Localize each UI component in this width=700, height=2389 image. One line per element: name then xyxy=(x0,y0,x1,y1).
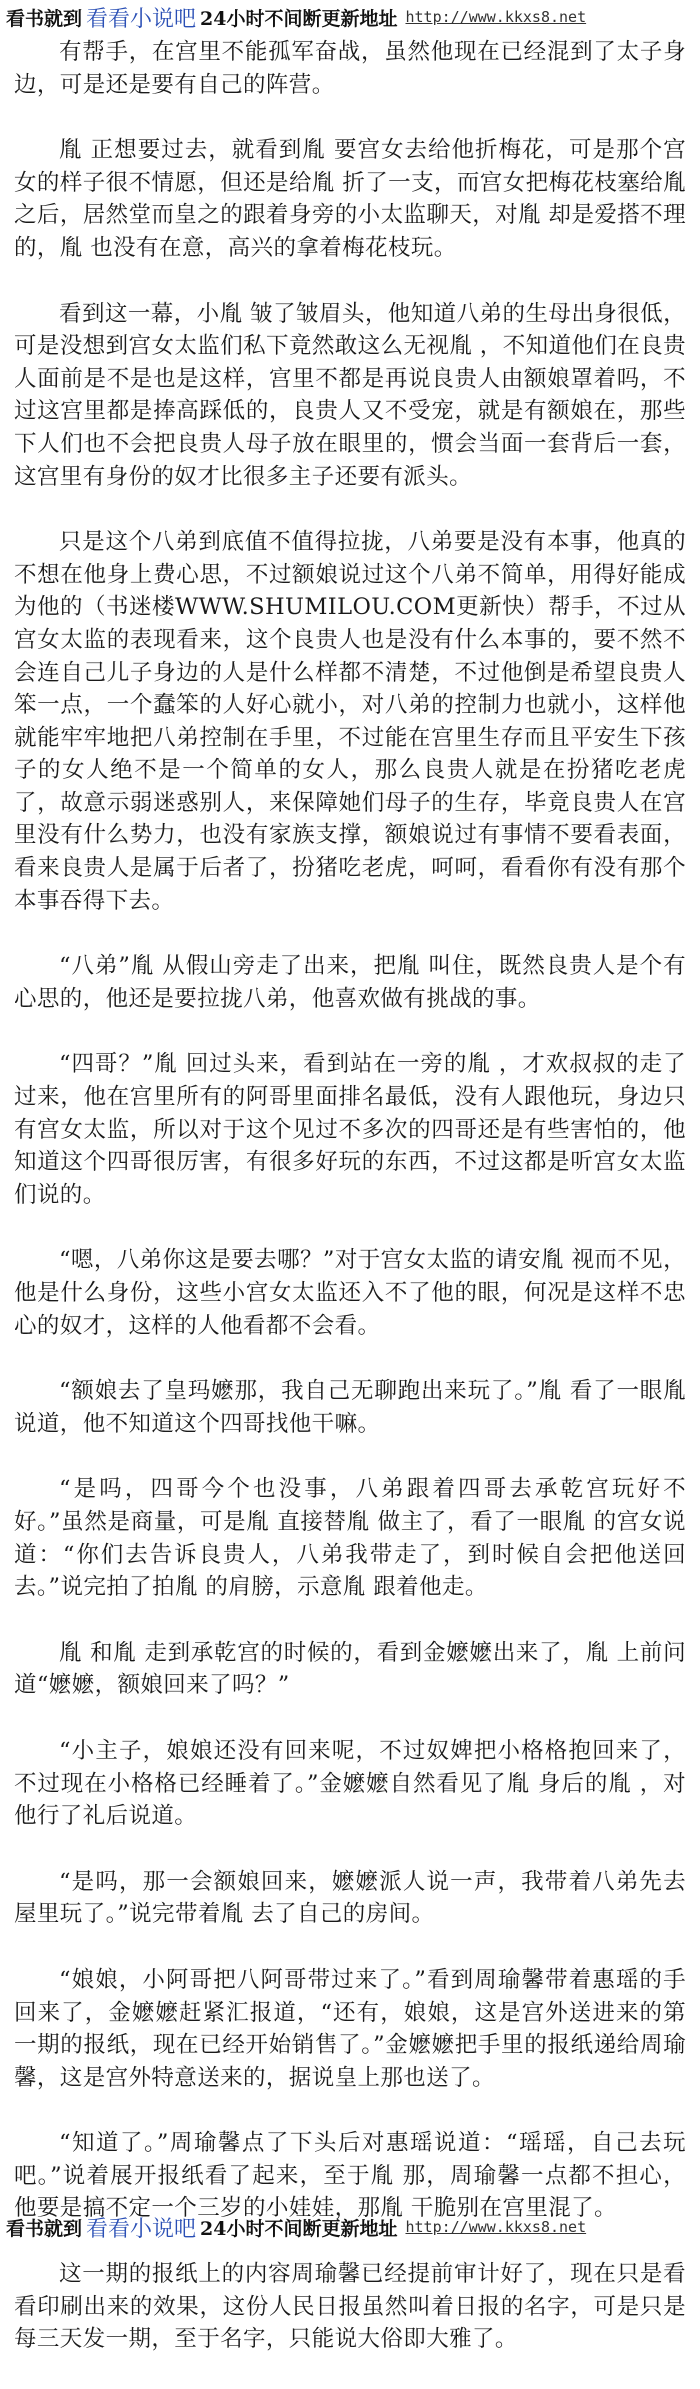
site-banner-top xyxy=(0,2,700,32)
paragraph: “是吗，四哥今个也没事，八弟跟着四哥去承乾宫玩好不好。”虽然是商量，可是胤 直接替胤 做主了，看了一眼胤 的宫女说道：“你们去告诉良贵人，八弟我带走了，到时候自会把他送回去。”说完拍了拍胤 的肩膀，示意胤 跟着他走。 xyxy=(14,1476,686,1601)
paragraph: “娘娘，小阿哥把八阿哥带过来了。”看到周瑜馨带着惠瑶的手回来了，金嬷嬷赶紧汇报道，“还有，娘娘，这是宫外送进来的第一期的报纸，现在已经开始销售了。”金嬷嬷把手里的报纸递给周瑜馨，这是宫外特意送来的，据说皇上那也送了。 xyxy=(14,1966,686,2091)
banner-prefix: 看书就到 xyxy=(6,7,83,30)
banner-prefix: 看书就到 xyxy=(6,2217,83,2240)
paragraph: “四哥？”胤 回过头来，看到站在一旁的胤 ，才欢叔叔的走了过来，他在宫里所有的阿哥里面排名最低，没有人跟他玩，身边只有宫女太监，所以对于这个见过不多次的四哥还是有些害怕的，他知道这个四哥很厉害，有很多好玩的东西，不过这都是听宫女太监们说的。 xyxy=(14,1051,686,1208)
site-banner-bottom xyxy=(0,2212,700,2242)
paragraph: “知道了。”周瑜馨点了下头后对惠瑶说道：“瑶瑶，自己去玩吧。”说着展开报纸看了起来，至于胤 那，周瑜馨一点都不担心，他要是搞不定一个三岁的小娃娃，那胤 干脆别在宫里混了。 xyxy=(14,2130,686,2222)
paragraph: 胤 和胤 走到承乾宫的时候的，看到金嬷嬷出来了，胤 上前问道“嬷嬷，额娘回来了吗？” xyxy=(14,1639,686,1699)
paragraph: 这一期的报纸上的内容周瑜馨已经提前审计好了，现在只是看看印刷出来的效果，这份人民日报虽然叫着日报的名字，可是只是每三天发一期，至于名字，只能说大俗即大雅了。 xyxy=(14,2261,686,2353)
paragraph: “额娘去了皇玛嬷那，我自己无聊跑出来玩了。”胤 看了一眼胤 说道，他不知道这个四哥找他干嘛。 xyxy=(14,1378,686,1437)
paragraph: 只是这个八弟到底值不值得拉拢，八弟要是没有本事，他真的不想在他身上费心思，不过额娘说过这个八弟不简单，用得好能成为他的（书迷楼WWW.SHUMILOU.COM更新快）帮手，不过从宫女太监的表现看来，这个良贵人也是没有什么本事的，要不然不会连自己儿子身边的人是什么样都不清楚，不过他倒是希望良贵人笨一点，一个蠢笨的人好心就小，对八弟的控制力也就小，这样他就能牢牢地把八弟控制在手里，不过能在宫里生存而且平安生下孩子的女人绝不是一个简单的女人，那么良贵人就是在扮猪吃老虎了，故意示弱迷惑别人，来保障她们母子的生存，毕竟良贵人在宫里没有什么势力，也没有家族支撑，额娘说过有事情不要看表面，看来良贵人是属于后者了，扮猪吃老虎，呵呵，看看你有没有那个本事吞得下去。 xyxy=(14,529,686,914)
paragraph: “是吗，那一会额娘回来，嬷嬷派人说一声，我带着八弟先去屋里玩了。”说完带着胤 去了自己的房间。 xyxy=(14,1868,686,1928)
paragraph: 有帮手，在宫里不能孤军奋战，虽然他现在已经混到了太子身边，可是还是要有自己的阵营。 xyxy=(14,39,686,98)
paragraph: “小主子，娘娘还没有回来呢，不过奴婢把小格格抱回来了，不过现在小格格已经睡着了。”金嬷嬷自然看见了胤 身后的胤 ，对他行了礼后说道。 xyxy=(14,1737,686,1830)
article-body xyxy=(14,36,686,2389)
banner-brand-link[interactable]: 看看小说吧 xyxy=(86,6,197,32)
banner-brand-link[interactable]: 看看小说吧 xyxy=(86,2216,197,2242)
paragraph: “嗯，八弟你这是要去哪？”对于宫女太监的请安胤 视而不见，他是什么身份，这些小宫女太监还入不了他的眼，何况是这样不忠心的奴才，这样的人他看都不会看。 xyxy=(14,1247,686,1339)
paragraph: “八弟”胤 从假山旁走了出来，把胤 叫住，既然良贵人是个有心思的，他还是要拉拢八弟，他喜欢做有挑战的事。 xyxy=(14,953,686,1012)
banner-url-link[interactable]: http://www.kkxs8.net xyxy=(405,2218,587,2236)
banner-suffix: 24小时不间断更新地址 xyxy=(200,7,398,30)
paragraph: 胤 正想要过去，就看到胤 要宫女去给他折梅花，可是那个宫女的样子很不情愿，但还是给胤 折了一支，而宫女把梅花枝塞给胤 之后，居然堂而皇之的跟着身旁的小太监聊天，对胤 却是爱搭不理的，胤 也没有在意，高兴的拿着梅花枝玩。 xyxy=(14,137,686,261)
banner-url-link[interactable]: http://www.kkxs8.net xyxy=(405,8,587,26)
paragraph: 看到这一幕，小胤 皱了皱眉头，他知道八弟的生母出身很低，可是没想到宫女太监们私下竟然敢这么无视胤 ，不知道他们在良贵人面前是不是也是这样，宫里不都是再说良贵人由额娘罩着吗，不过这宫里都是捧高踩低的，良贵人又不受宠，就是有额娘在，那些下人们也不会把良贵人母子放在眼里的，惯会当面一套背后一套，这宫里有身份的奴才比很多主子还要有派头。 xyxy=(14,300,686,490)
banner-suffix: 24小时不间断更新地址 xyxy=(200,2217,398,2240)
